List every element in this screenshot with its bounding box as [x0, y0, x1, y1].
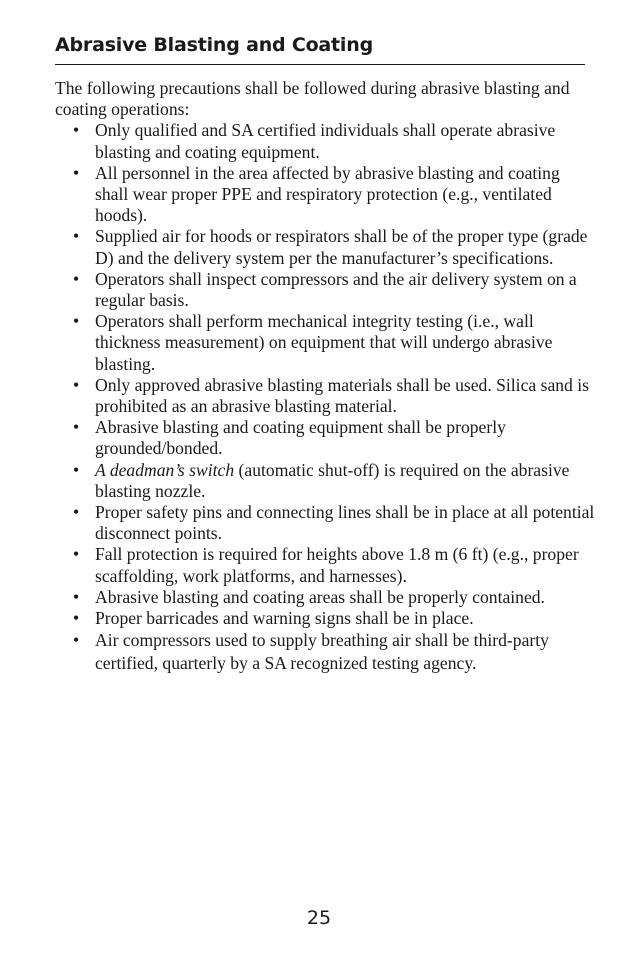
body-text [55, 78, 595, 675]
list-item [55, 375, 595, 417]
bullet-icon: • [73, 502, 80, 523]
bullet-icon: • [73, 311, 80, 332]
precautions-list [55, 120, 595, 675]
list-item [55, 608, 595, 629]
bullet-icon: • [73, 374, 80, 395]
list-item-text: Only qualified and SA certified individuals shall operate abrasive blasting and coating equipment. [95, 120, 556, 162]
intro-paragraph: The following precautions shall be followed during abrasive blasting and coating operations: [55, 78, 570, 120]
list-item-text: Abrasive blasting and coating areas shall be properly contained. [95, 586, 545, 607]
list-item [55, 226, 595, 268]
list-item [55, 120, 595, 162]
list-item-text: Supplied air for hoods or respirators shall be of the proper type (grade D) and the delivery system per the manufacturer’s specifications. [95, 226, 588, 268]
list-item [55, 460, 595, 502]
bullet-icon: • [73, 608, 80, 629]
list-item [55, 502, 595, 544]
list-item [55, 629, 595, 675]
list-item-text: Fall protection is required for heights above 1.8 m (6 ft) (e.g., proper scaffolding, work platforms, and harnesses). [95, 544, 579, 586]
bullet-icon: • [73, 162, 80, 183]
list-item [55, 311, 595, 375]
bullet-icon: • [73, 120, 80, 141]
heading-rule [55, 64, 585, 65]
section-heading: Abrasive Blasting and Coating [55, 34, 373, 56]
bullet-icon: • [73, 544, 80, 565]
list-item-text: Proper barricades and warning signs shall be in place. [95, 608, 474, 629]
bullet-icon: • [73, 630, 80, 651]
list-item-text: Operators shall inspect compressors and the air delivery system on a regular basis. [95, 268, 577, 311]
list-item [55, 544, 595, 586]
bullet-icon: • [73, 459, 80, 480]
list-item-italic-term: A deadman’s switch [95, 459, 235, 480]
list-item-text: Only approved abrasive blasting materials shall be used. Silica sand is prohibited as an abrasive blasting material. [95, 374, 589, 417]
bullet-icon: • [73, 417, 80, 438]
list-item-text: All personnel in the area affected by abrasive blasting and coating shall wear proper PPE and respiratory protection (e.g., ventilated hoods). [95, 162, 560, 226]
list-item-text: Air compressors used to supply breathing air shall be third-party certified, quarterly by a SA recognized testing agency. [95, 630, 549, 674]
list-item-text: Operators shall perform mechanical integrity testing (i.e., wall thickness measurement) on equipment that will undergo abrasive blasting. [95, 311, 553, 374]
list-item [55, 587, 595, 608]
list-item-text: (automatic shut-off) is required on the abrasive blasting nozzle. [95, 459, 570, 501]
list-item [55, 163, 595, 227]
list-item-text: Abrasive blasting and coating equipment shall be properly grounded/bonded. [95, 417, 506, 459]
list-item [55, 269, 595, 311]
bullet-icon: • [73, 226, 80, 247]
page-number: 25 [306, 907, 332, 929]
bullet-icon: • [73, 586, 80, 607]
list-item-text: Proper safety pins and connecting lines shall be in place at all potential disconnect points. [95, 502, 595, 544]
bullet-icon: • [73, 268, 80, 289]
list-item [55, 417, 595, 459]
